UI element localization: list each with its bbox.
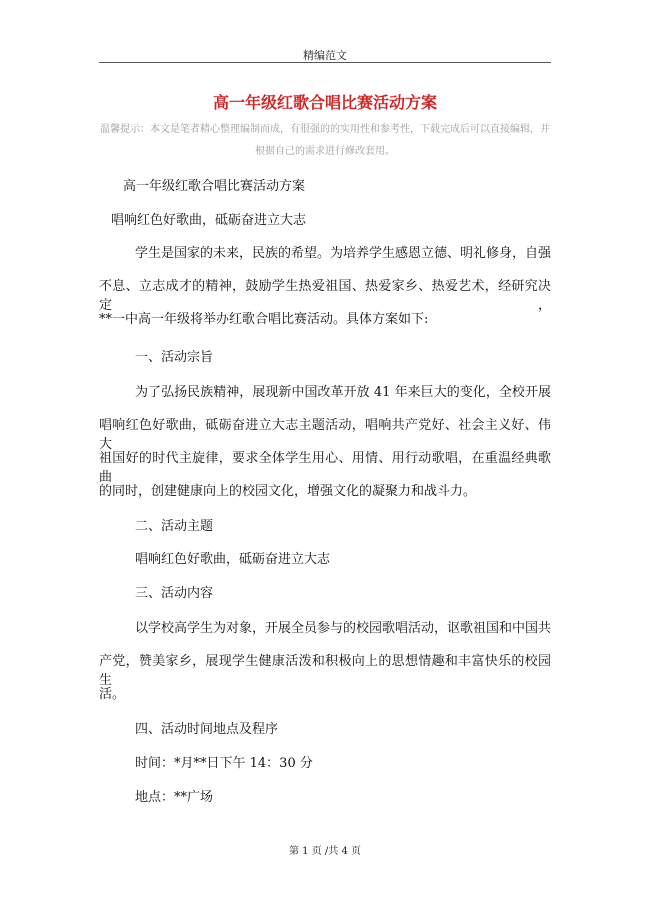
section-1-line-3: 祖国好的时代主旋律，要求全体学生用心、用情、用行动歌唱，在重温经典歌曲 (99, 451, 551, 485)
section-3-line-3: 活。 (99, 687, 126, 702)
intro-line-3: **一中高一年级将举办红歌合唱比赛活动。具体方案如下: (99, 312, 429, 327)
section-1-line-4: 的同时，创建健康向上的校园文化，增强文化的凝聚力和战斗力。 (99, 484, 477, 499)
page-header-label: 精编范文 (303, 49, 347, 62)
section-1-heading: 一、活动宗旨 (135, 350, 214, 365)
document-title: 高一年级红歌合唱比赛活动方案 (212, 93, 437, 112)
doc-heading: 高一年级红歌合唱比赛活动方案 (123, 179, 306, 194)
intro-line-1: 学生是国家的未来，民族的希望。为培养学生感恩立德、明礼修身，自强 (135, 246, 552, 261)
section-4-heading: 四、活动时间地点及程序 (135, 722, 279, 737)
section-2-heading: 二、活动主题 (135, 519, 214, 534)
section-3-line-1: 以学校高学生为对象，开展全员参与的校园歌唱活动，讴歌祖国和中国共 (135, 621, 552, 636)
section-3-heading: 三、活动内容 (135, 586, 214, 601)
section-1-line-1: 为了弘扬民族精神，展现新中国改革开放 41 年来巨大的变化，全校开展 (135, 385, 551, 400)
section-3-line-2: 产党，赞美家乡，展现学生健康活泼和积极向上的思想情趣和丰富快乐的校园生 (99, 654, 551, 688)
slogan: 唱响红色好歌曲，砥砺奋进立大志 (111, 213, 307, 228)
event-time: 时间：*月**日下午 14：30 分 (135, 756, 313, 771)
section-1-line-2: 唱响红色好歌曲，砥砺奋进立大志主题活动，唱响共产党好、社会主义好、伟大 (99, 418, 551, 452)
intro-line-2: 不息、立志成才的精神，鼓励学生热爱祖国、热爱家乡、热爱艺术，经研究决定， (99, 279, 551, 313)
header-divider (99, 62, 551, 63)
event-place: 地点：**广场 (135, 790, 214, 805)
reminder-note: 温馨提示：本文是笔者精心整理编制而成，有很强的的实用性和参考性，下载完成后可以直接编辑，并根据自己的需求进行修改套用。 (100, 124, 550, 157)
page-footer: 第 1 页 /共 4 页 (289, 846, 361, 857)
section-2-text: 唱响红色好歌曲，砥砺奋进立大志 (135, 552, 331, 567)
